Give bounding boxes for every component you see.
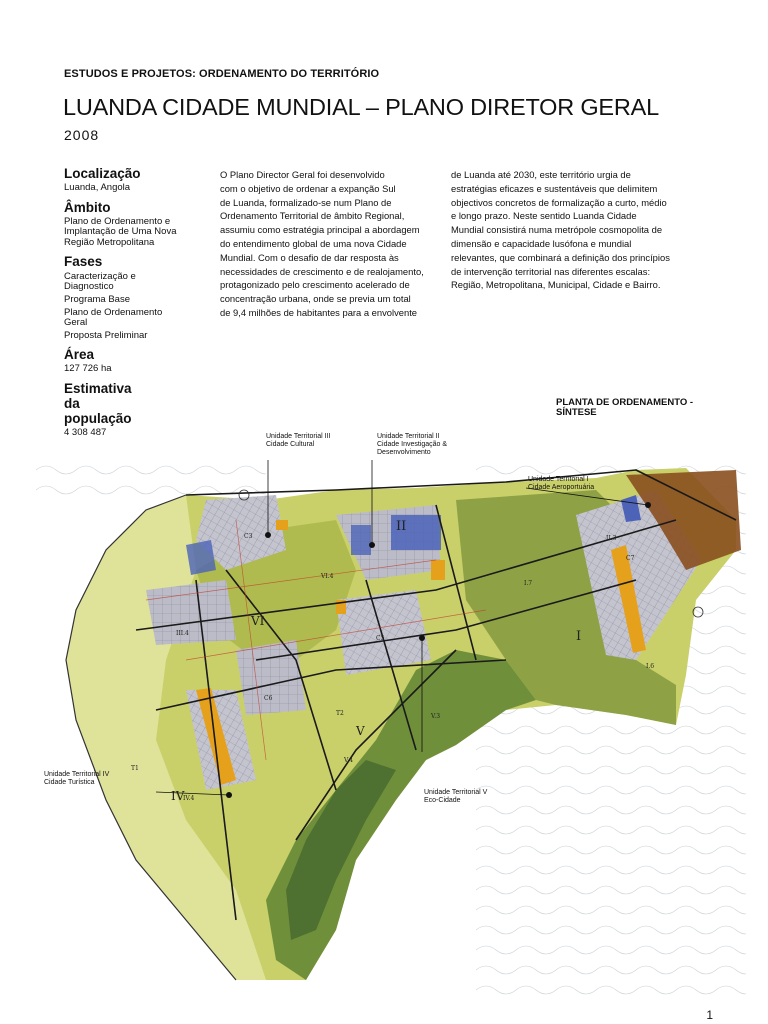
project-facts	[64, 166, 214, 444]
text-line: necessidades de crescimento e de realojamento,	[220, 265, 424, 277]
zone-label: C3	[244, 533, 253, 540]
zone-label: II.3	[606, 535, 617, 542]
zone-label: C6	[264, 695, 273, 702]
zone-label: V.3	[431, 713, 441, 720]
page-title: LUANDA CIDADE MUNDIAL – PLANO DIRETOR GERAL	[63, 94, 660, 120]
project-year: 2008	[64, 127, 100, 143]
orange-block	[276, 520, 288, 530]
text-line: de Luanda até 2030, este território urgia de	[451, 169, 631, 180]
text-line: relevantes, que combinará a definição dos princípios	[451, 251, 670, 263]
callout-title: Unidade Territorial V	[424, 789, 488, 796]
zone-label: I	[576, 629, 582, 644]
scope-value: Plano de Ordenamento e Implantação de Uma Nova Região Metropolitana	[64, 215, 177, 248]
callout-unit-i	[528, 476, 594, 492]
urban-blue-block	[186, 540, 216, 575]
text-line: do entendimento global de uma nova Cidade	[220, 237, 407, 249]
text-line: Região, Metropolitana, Municipal, Cidade e Bairro.	[451, 279, 661, 291]
callout-subtitle: Cidade Aeroportuária	[528, 484, 595, 491]
population-value: 4 308 487	[64, 426, 107, 438]
phase-item: Caracterização e Diagnostico	[64, 271, 136, 292]
text-line: assumiu como estratégia principal a abordagem	[220, 224, 420, 236]
phase-item: Plano de Ordenamento Geral	[64, 307, 163, 328]
body-text-column-1	[220, 168, 452, 320]
zone-label: C7	[626, 555, 635, 562]
text-line: concentração urbana, onde se previa um total	[220, 293, 411, 305]
text-line: de intervenção territorial nas diferentes escalas:	[451, 265, 651, 277]
text-line: estratégias eficazes e sustentáveis que delimitem	[451, 182, 658, 194]
callout-subtitle: Cidade Turística	[44, 779, 95, 786]
callout-unit-iii	[266, 433, 330, 449]
text-line: objectivos concretos de formalização a curto, médio	[451, 196, 667, 208]
area-section	[64, 347, 214, 375]
phases-section	[64, 254, 214, 341]
zone-label: T1	[131, 765, 139, 772]
page-number: 1	[706, 1008, 713, 1022]
population-label: Estimativa da população	[64, 380, 132, 426]
zone-label: C5	[376, 635, 385, 642]
zone-label: I.7	[524, 580, 533, 587]
zone-label: IV.4	[183, 795, 195, 802]
master-plan-map	[36, 460, 746, 995]
callout-title: Unidade Territorial I	[528, 476, 589, 483]
location-label: Localização	[64, 166, 141, 181]
zone-label: T2	[336, 710, 344, 717]
zone-label: IV	[171, 789, 185, 803]
text-line: O Plano Director Geral foi desenvolvido	[220, 169, 385, 180]
callout-title: Unidade Territorial IV	[44, 771, 110, 778]
map-title: PLANTA DE ORDENAMENTO - SÍNTESE	[556, 397, 694, 418]
text-line: com o objetivo de ordenar a expanção Sul	[220, 182, 396, 194]
text-line: e longo prazo. Neste sentido Luanda Cidade	[451, 210, 637, 222]
body-text-column-2	[451, 168, 711, 292]
phase-item: Proposta Preliminar	[64, 330, 148, 341]
callout-subtitle: Eco-Cidade	[424, 797, 461, 804]
zone-label: II	[396, 519, 407, 534]
text-line: dimensão e capacidade lusófona e mundial	[451, 237, 632, 249]
orange-block	[431, 560, 445, 580]
zone-label: VI.4	[321, 573, 334, 580]
callout-unit-v	[424, 789, 487, 805]
urban-grid	[236, 640, 306, 715]
section-kicker: ESTUDOS E PROJETOS: ORDENAMENTO DO TERRITÓRIO	[64, 68, 380, 80]
location-value: Luanda, Angola	[64, 182, 131, 193]
area-label: Área	[64, 347, 95, 362]
zone-label: I.6	[646, 663, 655, 670]
phase-item: Programa Base	[64, 294, 131, 305]
text-line: Ordenamento Territorial de âmbito Regional,	[220, 210, 405, 222]
text-line: protagonizado pelo crescimento acelerado de	[220, 279, 410, 291]
callout-unit-ii	[377, 433, 447, 457]
callout-subtitle: Cidade Cultural	[266, 441, 315, 448]
location-section	[64, 166, 214, 194]
population-section	[64, 381, 214, 439]
phases-label: Fases	[64, 254, 103, 269]
zone-label: V	[356, 724, 365, 738]
area-value: 127 726 ha	[64, 363, 112, 374]
scope-label: Âmbito	[64, 199, 111, 215]
text-line: Mundial consistirá numa metrópole cosmopolita de	[451, 224, 663, 236]
callout-title: Unidade Territorial II	[377, 433, 440, 440]
scope-section	[64, 200, 214, 249]
callout-unit-iv	[44, 771, 109, 787]
callout-subtitle: Desenvolvimento	[377, 449, 431, 456]
text-line: de Luanda, formalizado-se num Plano de	[220, 196, 392, 208]
callout-title: Unidade Territorial III	[266, 433, 331, 440]
text-line: Mundial. Com o desafio de dar resposta às	[220, 251, 399, 263]
callout-subtitle: Cidade Investigação &	[377, 441, 448, 448]
zone-label: III.4	[176, 630, 189, 637]
urban-blue-block	[351, 525, 371, 555]
text-line: de 9,4 milhões de habitantes para a envolvente	[220, 306, 418, 318]
zone-label: VI	[251, 614, 265, 628]
zone-label: V.4	[344, 757, 354, 764]
